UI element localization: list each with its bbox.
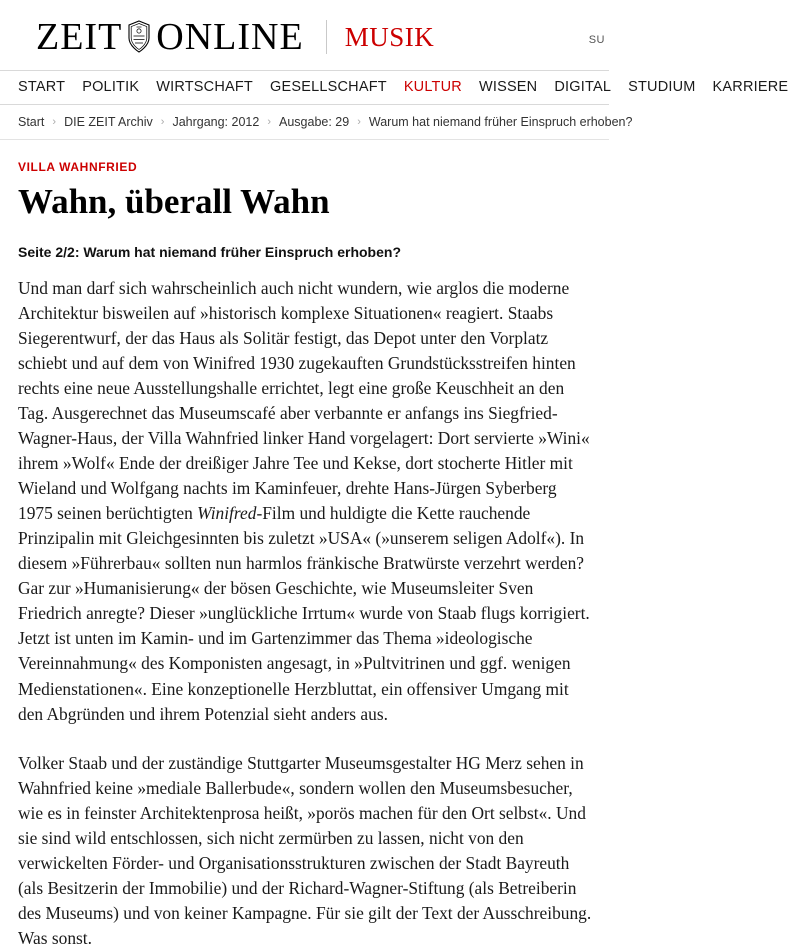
breadcrumb-separator: › — [267, 116, 271, 128]
nav-item-kultur[interactable]: KULTUR — [403, 79, 462, 95]
zeit-crest-icon — [127, 20, 151, 54]
nav-item-wissen[interactable]: WISSEN — [478, 79, 538, 95]
logo-text-online: ONLINE — [156, 16, 304, 58]
breadcrumb-item-article[interactable]: Warum hat niemand früher Einspruch erhoben? — [368, 115, 633, 129]
breadcrumb-separator: › — [52, 116, 57, 128]
breadcrumb-separator: › — [357, 116, 361, 128]
article-kicker: VILLA WAHNFRIED — [18, 160, 138, 174]
zeit-online-logo[interactable] — [36, 18, 304, 56]
article — [0, 140, 609, 951]
paragraph-1-part-a: Und man darf sich wahrscheinlich auch nicht wundern, wie arglos die moderne Architektur bisweilen auf »historisch komplexe Situationen« reagiert. Staabs Siegerentwurf, der das Haus als Solitär festigt, das Depot unter den Vorplatz schiebt und auf dem von Winifred 1930 zugekauften Grundstücksstreifen hinten rechts eine neue Ausstellungshalle errichtet, legt eine große Keuschheit an den Tag. Ausgerechnet das Museumscafé aber verbannte er anfangs ins Siegfried-Wagner-Haus, der Villa Wahnfried linker Hand vorgelagert: Dort servierte »Wini« ihrem »Wolf« Ende der dreißiger Jahre Tee und Kekse, dort stocherte Hitler mit Wieland und Wolfgang nachts im Kaminfeuer, drehte Hans-Jürgen Syberberg 1975 seinen berüchtigten — [18, 277, 590, 524]
masthead-corner-text[interactable]: SU — [588, 34, 605, 46]
film-title-emphasis: Winifred — [197, 503, 257, 524]
article-paragraph-2: Volker Staab und der zuständige Stuttgarter Museumsgestalter HG Merz sehen in Wahnfried keine »mediale Ballerbude«, sondern wollen den Museumsbesucher, wie es in feinster Architektenprosa heißt, »porös machen für den Ort selbst«. Und sie sind wild entschlossen, sich nicht zermürben zu lassen, nicht von den verwickelten Förder- und Organisationsstrukturen zwischen der Stadt Bayreuth (als Besitzerin der Immobilie) und der Richard-Wagner-Stiftung (als Betreiberin des Museums) und von keiner Kampagne. Für sie gilt der Text der Ausschreibung. Was sonst. — [18, 752, 592, 949]
nav-item-wirtschaft[interactable]: WIRTSCHAFT — [156, 79, 253, 95]
main-navigation — [0, 70, 788, 105]
article-subheadline: Seite 2/2: Warum hat niemand früher Einspruch erhoben? — [18, 243, 401, 260]
nav-item-gesellschaft[interactable]: GESELLSCHAFT — [269, 79, 387, 95]
breadcrumb-item-jahrgang[interactable]: Jahrgang: 2012 — [172, 115, 260, 129]
section-title-musik[interactable]: MUSIK — [344, 21, 435, 52]
article-paragraph-1 — [18, 276, 595, 727]
nav-item-karriere[interactable]: KARRIERE — [712, 79, 788, 95]
paragraph-1-part-b: -Film und huldigte die Kette rauchende Prinzipalin mit Gleichgesinnten bis zuletzt »USA« (»unserem seligen Adolf«). In diesem »Führerbau« sollten nun harmlos fränkische Bratwürste verzehrt werden? Gar zur »Humanisierung« der bösen Geschichte, wie Museumsleiter Sven Friedrich anregte? Dieser »unglückliche Irrtum« wurde von Staab flugs korrigiert. Jetzt ist unten im Kamin- und im Gartenzimmer das Thema »ideologische Vereinnahmung« des Komponisten angesagt, in »Pultvitrinen und ggf. wenigen Medienstationen«. Eine konzeptionelle Herzbluttat, ein offensiver Umgang mit den Abgründen und ihrem Potenzial sieht anders aus. — [18, 503, 590, 724]
nav-item-studium[interactable]: STUDIUM — [628, 79, 696, 95]
page-title: Wahn, überall Wahn — [18, 182, 330, 221]
breadcrumb-item-archiv[interactable]: DIE ZEIT Archiv — [64, 115, 153, 129]
masthead-divider — [326, 20, 327, 54]
masthead — [0, 0, 609, 70]
logo-text-zeit: ZEIT — [36, 16, 123, 58]
nav-item-start[interactable]: START — [18, 79, 66, 95]
breadcrumb-item-start[interactable]: Start — [18, 115, 45, 129]
breadcrumb-item-ausgabe[interactable]: Ausgabe: 29 — [279, 115, 350, 129]
breadcrumb-separator: › — [160, 116, 165, 128]
nav-item-digital[interactable]: DIGITAL — [554, 79, 612, 95]
breadcrumb — [0, 105, 633, 140]
nav-item-politik[interactable]: POLITIK — [82, 79, 140, 95]
